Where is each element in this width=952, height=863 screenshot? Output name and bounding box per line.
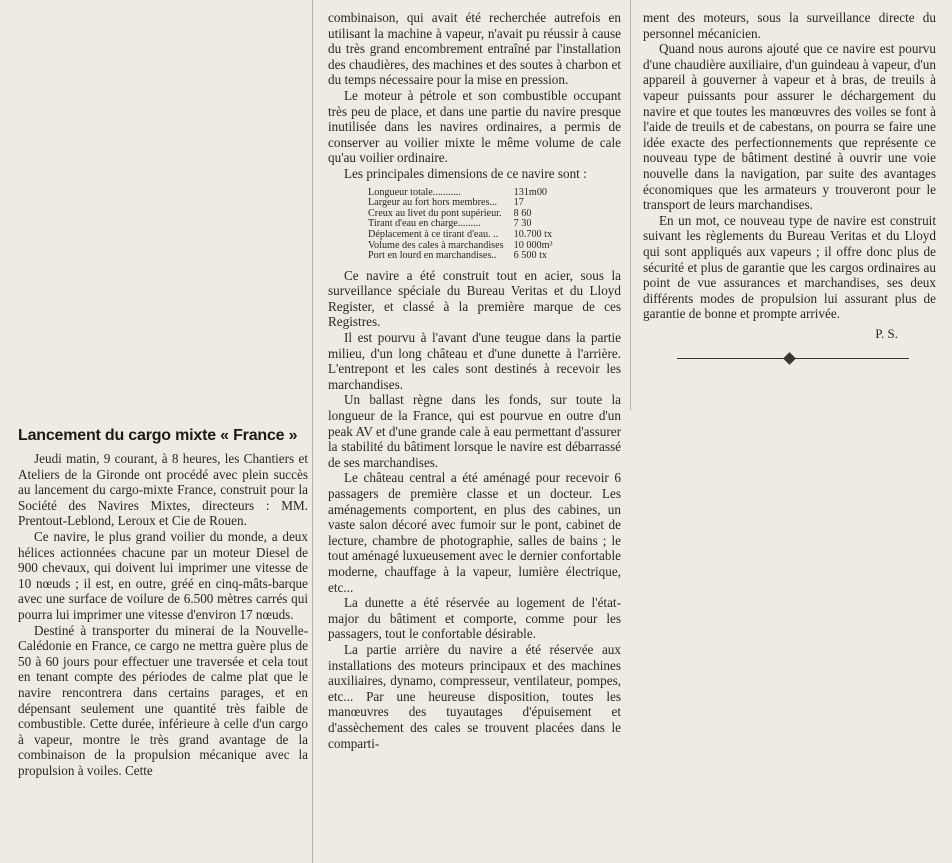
paragraph: combinaison, qui avait été recherchée autrefois en utilisant la machine à vapeur, n'avait pu réussir à cause du très grand encombrement entraîné par l'installation des chaudières, des machines et des soutes à charbon et du temps nécessaire pour la mise en pression.: [328, 10, 621, 88]
column-2: [328, 0, 621, 863]
end-divider: [677, 354, 909, 364]
paragraph: Les principales dimensions de ce navire sont :: [344, 165, 587, 181]
paragraph: Ce navire, le plus grand voilier du monde, a deux hélices actionnées chacune par un moteur Diesel de 900 chevaux, qui doivent lui imprimer une vitesse de 10 nœuds ; il est, en outre, gréé en cinq-mâts-barque avec une surface de voilure de 6.500 mètres carrés qui pourra lui imprimer une vitesse d'environ 17 nœuds.: [18, 528, 308, 622]
paragraph: Il est pourvu à l'avant d'une teugue dans la partie milieu, d'un long château et d'une dunette à l'arrière. L'entrepont et les cales sont destinés à recevoir les marchandises.: [328, 330, 621, 392]
paragraph: Jeudi matin, 9 courant, à 8 heures, les Chantiers et Ateliers de la Gironde ont procédé avec plein succès au lancement du cargo-mixte France, construit pour la Société des Navires Mixtes, directeurs : MM. Prentout-Leblond, Leroux et Cie de Rouen.: [18, 451, 308, 529]
paragraph: Le château central a été aménagé pour recevoir 6 passagers de première classe et un docteur. Les aménagements comportent, en plus des cabines, un vaste salon décoré avec fumoir sur le pont, cabinet de lecture, chambre de photographie, salles de bains ; le tout aménagé luxueusement avec le dernier confortable moderne, chauffage à la vapeur, lumière électrique, etc...: [328, 470, 621, 595]
column-rule: [312, 0, 313, 863]
paragraph: Quand nous aurons ajouté que ce navire est pourvu d'une chaudière auxiliaire, d'un guindeau à vapeur, d'un appareil à gouverner à vapeur et à bras, de treuils à vapeur puissants pour assurer le déchargement du navire et que toutes les manœuvres des voiles se font à l'aide de treuils et de cabestans, on pourra se faire une idée exacte des perfectionnements que représente ce nouveau type de bâtiment destiné à ouvrir une voie nouvelle dans la navigation, par suite des avantages économiques que les armateurs y trouveront pour le transport de leurs marchandises.: [643, 41, 936, 213]
dimension-label: Port en lourd en marchandises..: [368, 250, 497, 262]
column-3: [643, 0, 936, 863]
paragraph: La partie arrière du navire a été réservée aux installations des moteurs principaux et des machines auxiliaires, dynamo, compresseur, ventilateur, pompes, etc... Par une heureuse disposition, toutes les manœuvres des tuyautages d'épuisement et d'assèchement des cales se trouvent placées dans le comparti-: [328, 641, 621, 751]
dimension-label: Volume des cales à marchandises: [368, 239, 504, 251]
dimension-label: Déplacement à ce tirant d'eau. ..: [368, 228, 499, 240]
table-row: [368, 251, 553, 262]
paragraph: Destiné à transporter du minerai de la Nouvelle-Calédonie en France, ce cargo ne mettra guère plus de 50 à 60 jours pour effectuer une traversée et cela tout en tenant compte des périodes de calme plat que le navire rencontrera dans certains parages, et en dépensant seulement une quantité très faible de combustible. Cette durée, inférieure à celle d'un cargo à vapeur, montre le très grand avantage de la combinaison de la propulsion mécanique avec la propulsion à voiles. Cette: [18, 622, 308, 778]
dimension-label: Tirant d'eau en charge.........: [368, 218, 481, 230]
dimension-value: 8 60: [513, 207, 532, 219]
dimension-value: 131m00: [513, 186, 548, 198]
table-row: [368, 230, 553, 241]
dimension-label: Largeur au fort hors membres...: [368, 197, 498, 209]
diamond-ornament-icon: [783, 352, 796, 365]
paragraph: Le moteur à pétrole et son combustible occupant très peu de place, et dans une partie du navire presque inutilisée dans les navires ordinaires, a permis de conserver au voilier mixte le même volume de cale qu'au voilier ordinaire.: [328, 87, 621, 166]
dimension-label: Longueur totale...........: [368, 186, 461, 198]
dimension-value: 7 30: [513, 218, 532, 230]
paragraph: En un mot, ce nouveau type de navire est construit suivant les règlements du Bureau Veritas et du Lloyd qui sont appliqués aux vapeurs ; il offre donc plus de sécurité et plus de garantie que les cargos ordinaires au point de vue assurances et marchandises, ses deux différents modes de propulsion lui assurant plus de garantie de bonne et prompte arrivée.: [643, 212, 936, 322]
paragraph: ment des moteurs, sous la surveillance directe du personnel mécanicien.: [643, 10, 936, 41]
paragraph: La dunette a été réservée au logement de l'état-major du bâtiment et comporte, comme pour les passagers, tout le confortable désirable.: [328, 595, 621, 642]
paragraph: Ce navire a été construit tout en acier, sous la surveillance spéciale du Bureau Veritas et du Lloyd Register, et classé à la première marque de ces Registres.: [328, 267, 621, 330]
author-signature: P. S.: [875, 325, 898, 341]
dimensions-table: [368, 188, 553, 262]
paragraph: Un ballast règne dans les fonds, sur toute la longueur de la France, qui est pourvue en outre d'un peak AV et d'une grande cale à eau permettant d'assurer la stabilité du bâtiment lorsque le navire est débarrassé de ses marchandises.: [328, 392, 621, 470]
dimension-value: 10 000m³: [513, 239, 553, 251]
dimension-value: 17: [513, 197, 524, 209]
dimension-value: 6 500 tx: [513, 250, 548, 262]
dimension-value: 10.700 tx: [513, 228, 553, 240]
article-title: Lancement du cargo mixte « France »: [18, 427, 298, 444]
column-rule: [630, 0, 631, 410]
column-1: [18, 0, 308, 863]
dimension-label: Creux au livet du pont supérieur.: [368, 207, 502, 219]
